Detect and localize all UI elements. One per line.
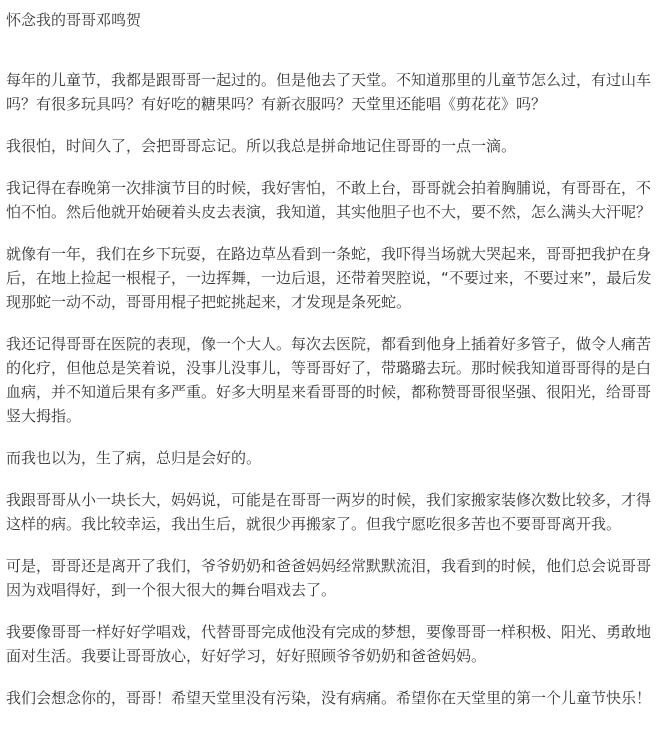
paragraph-4: 就像有一年，我们在乡下玩耍，在路边草丛看到一条蛇，我吓得当场就大哭起来，哥哥把我护在身后，在地上捡起一根棍子，一边挥舞，一边后退，还带着哭腔说，“不要过来，不要过来”，最后发现那蛇一动不动，哥哥用棍子把蛇挑起来，才发现是条死蛇。 — [6, 245, 652, 311]
paragraph-1: 每年的儿童节，我都是跟哥哥一起过的。但是他去了天堂。不知道那里的儿童节怎么过，有过山车吗？有很多玩具吗？有好吃的糖果吗？有新衣服吗？天堂里还能唱《剪花花》吗？ — [6, 71, 652, 113]
paragraph-6: 而我也以为，生了病，总归是会好的。 — [6, 449, 262, 467]
paragraph-8: 可是，哥哥还是离开了我们，爷爷奶奶和爸爸妈妈经常默默流泪，我看到的时候，他们总会说哥哥因为戏唱得好，到一个很大很大的舞台唱戏去了。 — [6, 557, 652, 599]
paragraph-3: 我记得在春晚第一次排演节目的时候，我好害怕，不敢上台，哥哥就会拍着胸脯说，有哥哥在，不怕不怕。然后他就开始硬着头皮去表演，我知道，其实他胆子也不大，要不然，怎么满头大汗呢？ — [6, 179, 652, 221]
article-title: 怀念我的哥哥邓鸣贺 — [6, 11, 142, 29]
paragraph-9: 我要像哥哥一样好好学唱戏，代替哥哥完成他没有完成的梦想，要像哥哥一样积极、阳光、勇敢地面对生活。我要让哥哥放心，好好学习，好好照顾爷爷奶奶和爸爸妈妈。 — [6, 623, 652, 665]
paragraph-7: 我跟哥哥从小一块长大，妈妈说，可能是在哥哥一两岁的时候，我们家搬家装修次数比较多，才得这样的病。我比较幸运，我出生后，就很少再搬家了。但我宁愿吃很多苦也不要哥哥离开我。 — [6, 491, 652, 533]
article-body — [6, 68, 656, 710]
paragraph-5: 我还记得哥哥在医院的表现，像一个大人。每次去医院，都看到他身上插着好多管子，做令人痛苦的化疗，但他总是笑着说，没事儿没事儿，等哥哥好了，带璐璐去玩。那时候我知道哥哥得的是白血病，并不知道后果有多严重。好多大明星来看哥哥的时候，都称赞哥哥很坚强、很阳光，给哥哥竖大拇指。 — [6, 335, 652, 425]
paragraph-10: 我们会想念你的，哥哥！希望天堂里没有污染，没有病痛。希望你在天堂里的第一个儿童节快乐！ — [6, 689, 652, 707]
paragraph-2: 我很怕，时间久了，会把哥哥忘记。所以我总是拼命地记住哥哥的一点一滴。 — [6, 137, 517, 155]
